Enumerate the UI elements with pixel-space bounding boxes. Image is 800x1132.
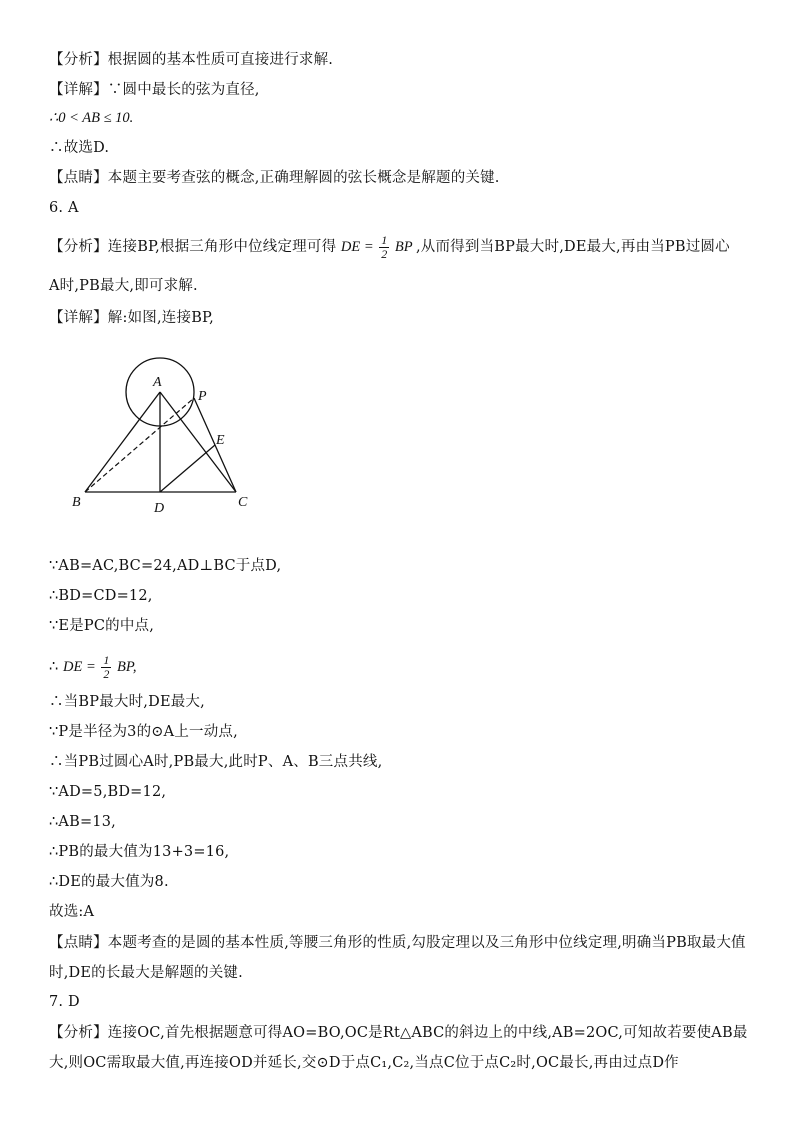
solution-line-6: 【详解】解:如图,连接BP, bbox=[49, 310, 214, 326]
solution-line-1: 【详解】∵圆中最长的弦为直径, bbox=[49, 82, 260, 98]
step-collinear: ∴当PB过圆心A时,PB最大,此时P、A、B三点共线, bbox=[49, 754, 383, 770]
analysis-line-6b: A时,PB最大,即可求解. bbox=[49, 278, 198, 294]
fraction-expression: DE = $\frac{1}{2}$ BP bbox=[340, 233, 413, 261]
question-7-answer: 7. D bbox=[49, 994, 80, 1010]
step-fraction: ∴ DE = $\frac{1}{2}$ BP, bbox=[49, 653, 137, 681]
label-b: B bbox=[72, 495, 81, 510]
label-d: D bbox=[154, 501, 165, 516]
step-ad-bd: ∵AD=5,BD=12, bbox=[49, 784, 167, 800]
given-line: ∵AB=AC,BC=24,AD⊥BC于点D, bbox=[49, 558, 282, 574]
geometry-figure bbox=[60, 350, 280, 520]
label-e: E bbox=[216, 433, 225, 448]
step-radius: ∵P是半径为3的⊙A上一动点, bbox=[49, 724, 238, 740]
step-ab: ∴AB=13, bbox=[49, 814, 116, 830]
label-p: P bbox=[198, 389, 207, 404]
question-6-answer: 6. A bbox=[49, 200, 79, 216]
analysis-line-7: 【分析】连接OC,首先根据题意可得AO=BO,OC是Rt△ABC的斜边上的中线,AB=2OC,可知故若要使AB最大,则OC需取最大值,再连接OD并延长,交⊙D于点C₁,C₂,当点C位于点C₂时,OC最长,再由过点D作 bbox=[49, 1025, 748, 1071]
segment-de bbox=[160, 445, 215, 492]
step-midpoint: ∵E是PC的中点, bbox=[49, 618, 155, 634]
step-pb-max: ∴PB的最大值为13+3=16, bbox=[49, 844, 230, 860]
inequality-line: ∴0 < AB ≤ 10. bbox=[49, 110, 134, 126]
step-bd-cd: ∴BD=CD=12, bbox=[49, 588, 153, 604]
analysis-line-1: 【分析】根据圆的基本性质可直接进行求解. bbox=[49, 52, 334, 68]
analysis-line-6: 【分析】连接BP,根据三角形中位线定理可得 DE = $\frac{1}{2}$ BP ,从而得到当BP最大时,DE最大,再由当PB过圆心 bbox=[49, 233, 730, 261]
comment-line-1: 【点睛】本题主要考查弦的概念,正确理解圆的弦长概念是解题的关键. bbox=[49, 170, 500, 186]
choice-line-6: 故选:A bbox=[49, 904, 95, 920]
label-c: C bbox=[238, 495, 248, 510]
step-de-max: ∴DE的最大值为8. bbox=[49, 874, 169, 890]
label-a: A bbox=[153, 375, 162, 390]
segment-bp-dashed bbox=[85, 398, 194, 492]
step-bp-max: ∴当BP最大时,DE最大, bbox=[49, 694, 205, 710]
choice-line-1: ∴故选D. bbox=[49, 140, 110, 156]
comment-line-6: 【点睛】本题考查的是圆的基本性质,等腰三角形的性质,勾股定理以及三角形中位线定理,明确当PB取最大值时,DE的长最大是解题的关键. bbox=[49, 935, 746, 981]
segment-ab bbox=[85, 392, 160, 492]
